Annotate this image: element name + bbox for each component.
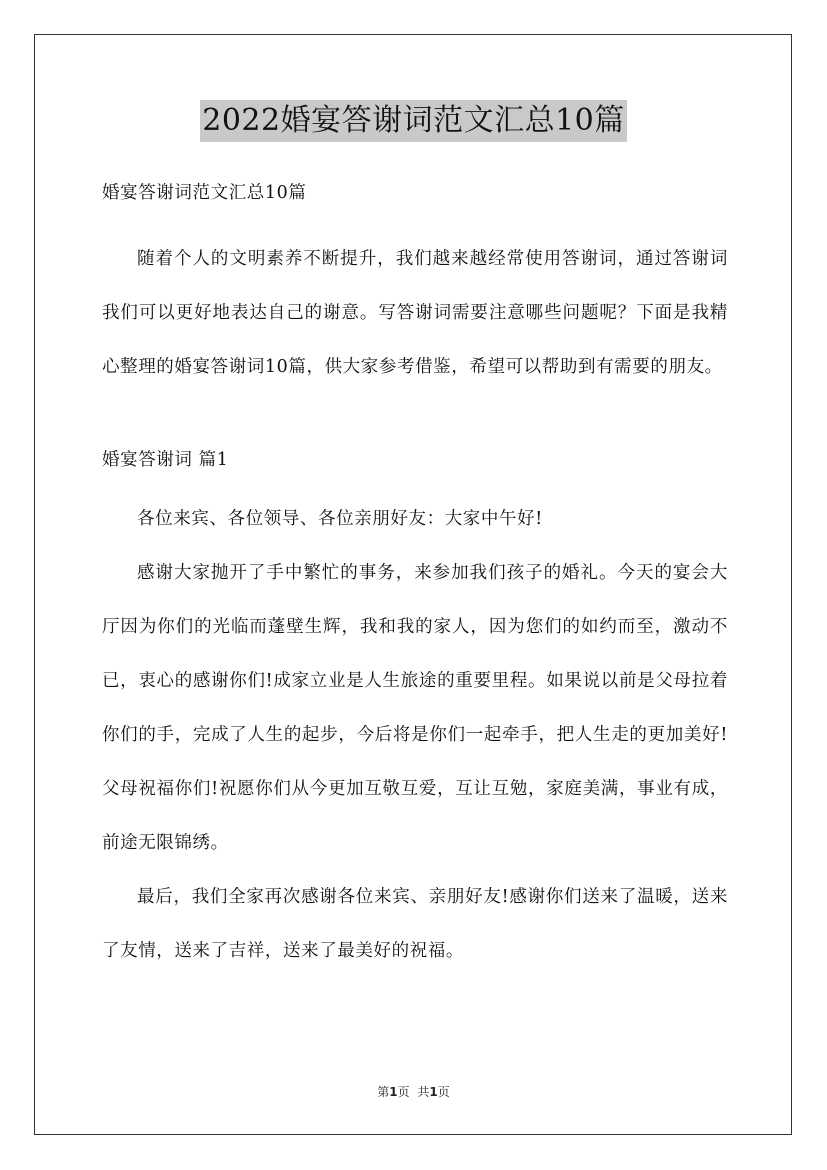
- title-wrap: [0, 100, 827, 142]
- document-title: 2022婚宴答谢词范文汇总10篇: [200, 100, 627, 142]
- page-number: 1: [389, 1085, 398, 1099]
- total-number: 1: [429, 1085, 438, 1099]
- document-body: [102, 174, 728, 978]
- total-suffix: 页: [437, 1085, 450, 1099]
- document-subtitle: 婚宴答谢词范文汇总10篇: [102, 183, 307, 203]
- intro-paragraph: 随着个人的文明素养不断提升，我们越来越经常使用答谢词，通过答谢词我们可以更好地表达自己的谢意。写答谢词需要注意哪些问题呢？下面是我精心整理的婚宴答谢词10篇，供大家参考借鉴，希望可以帮助到有需要的朋友。: [102, 249, 728, 377]
- body-paragraph: 最后，我们全家再次感谢各位来宾、亲朋好友!感谢你们送来了温暖，送来了友情，送来了吉祥，送来了最美好的祝福。: [102, 887, 728, 961]
- total-prefix: 共: [417, 1085, 430, 1099]
- page-footer: [0, 1083, 827, 1100]
- body-paragraph: 各位来宾、各位领导、各位亲朋好友：大家中午好!: [137, 509, 543, 529]
- page-suffix: 页: [397, 1085, 410, 1099]
- body-paragraph: 感谢大家抛开了手中繁忙的事务，来参加我们孩子的婚礼。今天的宴会大厅因为你们的光临而蓬壁生辉，我和我的家人，因为您们的如约而至，激动不已，衷心的感谢你们!成家立业是人生旅途的重要里程。如果说以前是父母拉着你们的手，完成了人生的起步，今后将是你们一起牵手，把人生走的更加美好!父母祝福你们!祝愿你们从今更加互敬互爱，互让互勉，家庭美满，事业有成，前途无限锦绣。: [102, 563, 728, 853]
- section-heading: 婚宴答谢词 篇1: [102, 450, 229, 470]
- page-prefix: 第: [377, 1085, 390, 1099]
